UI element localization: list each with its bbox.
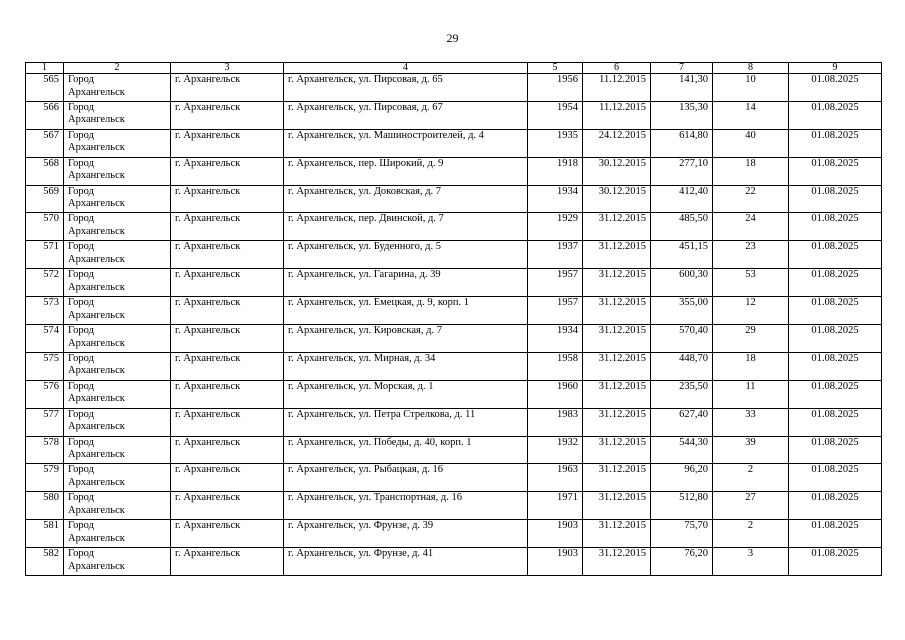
- municipality-line: Архангельск: [68, 449, 125, 461]
- municipality-line: Город: [68, 269, 94, 281]
- column-number: 9: [789, 63, 882, 74]
- municipality-cell: [64, 74, 171, 102]
- column-number: 7: [651, 63, 713, 74]
- table-row: [26, 408, 882, 436]
- row-number-cell: 579: [26, 464, 64, 492]
- planned-date-cell: 01.08.2025: [789, 380, 882, 408]
- year-built-cell: 1960: [528, 380, 583, 408]
- municipality-cell: [64, 492, 171, 520]
- column-number: 1: [26, 63, 64, 74]
- area-cell: 512,80: [651, 492, 713, 520]
- row-number-cell: 580: [26, 492, 64, 520]
- municipality-cell: [64, 213, 171, 241]
- municipality-line: Город: [68, 101, 94, 113]
- year-built-cell: 1918: [528, 157, 583, 185]
- residents-count-cell: 18: [713, 157, 789, 185]
- residents-count-cell: 53: [713, 269, 789, 297]
- municipality-line: Архангельск: [68, 253, 125, 265]
- row-number-cell: 575: [26, 352, 64, 380]
- municipality-line: Город: [68, 436, 94, 448]
- municipality-line: Архангельск: [68, 476, 125, 488]
- municipality-line: Архангельск: [68, 86, 125, 98]
- municipality-line: Архангельск: [68, 337, 125, 349]
- table-row: [26, 101, 882, 129]
- recognition-date-cell: 31.12.2015: [583, 520, 651, 548]
- column-number: 2: [64, 63, 171, 74]
- table-row: [26, 492, 882, 520]
- year-built-cell: 1937: [528, 241, 583, 269]
- municipality-cell: [64, 241, 171, 269]
- address-cell: г. Архангельск, ул. Фрунзе, д. 39: [284, 520, 528, 548]
- planned-date-cell: 01.08.2025: [789, 352, 882, 380]
- planned-date-cell: 01.08.2025: [789, 213, 882, 241]
- address-cell: г. Архангельск, ул. Емецкая, д. 9, корп. 1: [284, 297, 528, 325]
- municipality-line: Архангельск: [68, 421, 125, 433]
- municipality-line: Город: [68, 213, 94, 225]
- area-cell: 75,70: [651, 520, 713, 548]
- address-cell: г. Архангельск, ул. Рыбацкая, д. 16: [284, 464, 528, 492]
- recognition-date-cell: 31.12.2015: [583, 269, 651, 297]
- table-row: [26, 74, 882, 102]
- address-cell: г. Архангельск, ул. Кировская, д. 7: [284, 325, 528, 353]
- municipality-line: Город: [68, 548, 94, 560]
- planned-date-cell: 01.08.2025: [789, 492, 882, 520]
- row-number-cell: 568: [26, 157, 64, 185]
- residents-count-cell: 14: [713, 101, 789, 129]
- row-number-cell: 574: [26, 325, 64, 353]
- address-cell: г. Архангельск, пер. Двинской, д. 7: [284, 213, 528, 241]
- recognition-date-cell: 24.12.2015: [583, 129, 651, 157]
- table-row: [26, 157, 882, 185]
- year-built-cell: 1935: [528, 129, 583, 157]
- municipality-line: Архангельск: [68, 309, 125, 321]
- row-number-cell: 566: [26, 101, 64, 129]
- locality-cell: г. Архангельск: [171, 380, 284, 408]
- residents-count-cell: 24: [713, 213, 789, 241]
- column-number: 5: [528, 63, 583, 74]
- address-cell: г. Архангельск, пер. Широкий, д. 9: [284, 157, 528, 185]
- locality-cell: г. Архангельск: [171, 325, 284, 353]
- locality-cell: г. Архангельск: [171, 213, 284, 241]
- municipality-cell: [64, 436, 171, 464]
- residents-count-cell: 12: [713, 297, 789, 325]
- municipality-line: Город: [68, 492, 94, 504]
- municipality-line: Архангельск: [68, 198, 125, 210]
- residents-count-cell: 39: [713, 436, 789, 464]
- planned-date-cell: 01.08.2025: [789, 185, 882, 213]
- planned-date-cell: 01.08.2025: [789, 269, 882, 297]
- table-row: [26, 297, 882, 325]
- planned-date-cell: 01.08.2025: [789, 436, 882, 464]
- recognition-date-cell: 31.12.2015: [583, 436, 651, 464]
- recognition-date-cell: 30.12.2015: [583, 157, 651, 185]
- municipality-cell: [64, 269, 171, 297]
- municipality-line: Архангельск: [68, 281, 125, 293]
- residents-count-cell: 3: [713, 548, 789, 576]
- year-built-cell: 1929: [528, 213, 583, 241]
- area-cell: 485,50: [651, 213, 713, 241]
- municipality-line: Город: [68, 241, 94, 253]
- table-body: [26, 74, 882, 576]
- planned-date-cell: 01.08.2025: [789, 157, 882, 185]
- locality-cell: г. Архангельск: [171, 520, 284, 548]
- municipality-cell: [64, 408, 171, 436]
- locality-cell: г. Архангельск: [171, 548, 284, 576]
- locality-cell: г. Архангельск: [171, 101, 284, 129]
- address-cell: г. Архангельск, ул. Победы, д. 40, корп. 1: [284, 436, 528, 464]
- page-number: 29: [446, 31, 459, 45]
- table-row: [26, 380, 882, 408]
- planned-date-cell: 01.08.2025: [789, 129, 882, 157]
- residents-count-cell: 29: [713, 325, 789, 353]
- column-number: 3: [171, 63, 284, 74]
- municipality-line: Архангельск: [68, 170, 125, 182]
- municipality-line: Город: [68, 325, 94, 337]
- locality-cell: г. Архангельск: [171, 241, 284, 269]
- planned-date-cell: 01.08.2025: [789, 408, 882, 436]
- municipality-line: Архангельск: [68, 393, 125, 405]
- table-row: [26, 269, 882, 297]
- residents-count-cell: 40: [713, 129, 789, 157]
- recognition-date-cell: 11.12.2015: [583, 74, 651, 102]
- municipality-line: Город: [68, 520, 94, 532]
- area-cell: 277,10: [651, 157, 713, 185]
- housing-register-table: [25, 62, 882, 576]
- residents-count-cell: 27: [713, 492, 789, 520]
- planned-date-cell: 01.08.2025: [789, 241, 882, 269]
- municipality-cell: [64, 325, 171, 353]
- area-cell: 96,20: [651, 464, 713, 492]
- planned-date-cell: 01.08.2025: [789, 464, 882, 492]
- locality-cell: г. Архангельск: [171, 157, 284, 185]
- row-number-cell: 582: [26, 548, 64, 576]
- recognition-date-cell: 31.12.2015: [583, 408, 651, 436]
- year-built-cell: 1983: [528, 408, 583, 436]
- municipality-line: Город: [68, 380, 94, 392]
- planned-date-cell: 01.08.2025: [789, 520, 882, 548]
- municipality-cell: [64, 548, 171, 576]
- locality-cell: г. Архангельск: [171, 352, 284, 380]
- row-number-cell: 577: [26, 408, 64, 436]
- locality-cell: г. Архангельск: [171, 492, 284, 520]
- municipality-line: Город: [68, 129, 94, 141]
- recognition-date-cell: 31.12.2015: [583, 297, 651, 325]
- area-cell: 627,40: [651, 408, 713, 436]
- row-number-cell: 567: [26, 129, 64, 157]
- column-number: 8: [713, 63, 789, 74]
- recognition-date-cell: 31.12.2015: [583, 380, 651, 408]
- municipality-line: Архангельск: [68, 142, 125, 154]
- municipality-line: Город: [68, 297, 94, 309]
- address-cell: г. Архангельск, ул. Пирсовая, д. 65: [284, 74, 528, 102]
- municipality-line: Город: [68, 157, 94, 169]
- municipality-cell: [64, 185, 171, 213]
- table-row: [26, 129, 882, 157]
- planned-date-cell: 01.08.2025: [789, 548, 882, 576]
- table-row: [26, 520, 882, 548]
- row-number-cell: 571: [26, 241, 64, 269]
- recognition-date-cell: 31.12.2015: [583, 352, 651, 380]
- municipality-cell: [64, 520, 171, 548]
- municipality-cell: [64, 157, 171, 185]
- municipality-line: Архангельск: [68, 560, 125, 572]
- year-built-cell: 1932: [528, 436, 583, 464]
- municipality-line: Город: [68, 74, 94, 85]
- area-cell: 141,30: [651, 74, 713, 102]
- table-row: [26, 213, 882, 241]
- municipality-cell: [64, 464, 171, 492]
- row-number-cell: 573: [26, 297, 64, 325]
- area-cell: 235,50: [651, 380, 713, 408]
- address-cell: г. Архангельск, ул. Петра Стрелкова, д. 11: [284, 408, 528, 436]
- locality-cell: г. Архангельск: [171, 436, 284, 464]
- municipality-cell: [64, 297, 171, 325]
- recognition-date-cell: 30.12.2015: [583, 185, 651, 213]
- area-cell: 451,15: [651, 241, 713, 269]
- table-row: [26, 436, 882, 464]
- address-cell: г. Архангельск, ул. Пирсовая, д. 67: [284, 101, 528, 129]
- table-row: [26, 548, 882, 576]
- locality-cell: г. Архангельск: [171, 129, 284, 157]
- planned-date-cell: 01.08.2025: [789, 74, 882, 102]
- municipality-line: Город: [68, 464, 94, 476]
- area-cell: 570,40: [651, 325, 713, 353]
- table-row: [26, 352, 882, 380]
- residents-count-cell: 22: [713, 185, 789, 213]
- table-row: [26, 325, 882, 353]
- locality-cell: г. Архангельск: [171, 464, 284, 492]
- row-number-cell: 578: [26, 436, 64, 464]
- recognition-date-cell: 31.12.2015: [583, 492, 651, 520]
- area-cell: 600,30: [651, 269, 713, 297]
- row-number-cell: 581: [26, 520, 64, 548]
- table-row: [26, 185, 882, 213]
- recognition-date-cell: 31.12.2015: [583, 548, 651, 576]
- municipality-cell: [64, 129, 171, 157]
- area-cell: 355,00: [651, 297, 713, 325]
- address-cell: г. Архангельск, ул. Машиностроителей, д. 4: [284, 129, 528, 157]
- column-number-row: [26, 63, 882, 74]
- municipality-line: Город: [68, 408, 94, 420]
- recognition-date-cell: 31.12.2015: [583, 325, 651, 353]
- recognition-date-cell: 31.12.2015: [583, 213, 651, 241]
- municipality-line: Город: [68, 185, 94, 197]
- row-number-cell: 565: [26, 74, 64, 102]
- year-built-cell: 1958: [528, 352, 583, 380]
- residents-count-cell: 11: [713, 380, 789, 408]
- municipality-cell: [64, 352, 171, 380]
- planned-date-cell: 01.08.2025: [789, 325, 882, 353]
- municipality-line: Архангельск: [68, 365, 125, 377]
- residents-count-cell: 10: [713, 74, 789, 102]
- address-cell: г. Архангельск, ул. Морская, д. 1: [284, 380, 528, 408]
- residents-count-cell: 18: [713, 352, 789, 380]
- municipality-line: Архангельск: [68, 114, 125, 126]
- municipality-line: Архангельск: [68, 225, 125, 237]
- locality-cell: г. Архангельск: [171, 185, 284, 213]
- address-cell: г. Архангельск, ул. Фрунзе, д. 41: [284, 548, 528, 576]
- recognition-date-cell: 31.12.2015: [583, 241, 651, 269]
- residents-count-cell: 2: [713, 520, 789, 548]
- year-built-cell: 1957: [528, 297, 583, 325]
- locality-cell: г. Архангельск: [171, 74, 284, 102]
- planned-date-cell: 01.08.2025: [789, 297, 882, 325]
- table-row: [26, 241, 882, 269]
- municipality-line: Архангельск: [68, 532, 125, 544]
- row-number-cell: 572: [26, 269, 64, 297]
- municipality-cell: [64, 380, 171, 408]
- address-cell: г. Архангельск, ул. Транспортная, д. 16: [284, 492, 528, 520]
- locality-cell: г. Архангельск: [171, 297, 284, 325]
- address-cell: г. Архангельск, ул. Гагарина, д. 39: [284, 269, 528, 297]
- row-number-cell: 569: [26, 185, 64, 213]
- year-built-cell: 1963: [528, 464, 583, 492]
- area-cell: 135,30: [651, 101, 713, 129]
- municipality-cell: [64, 101, 171, 129]
- column-number: 6: [583, 63, 651, 74]
- area-cell: 448,70: [651, 352, 713, 380]
- area-cell: 76,20: [651, 548, 713, 576]
- address-cell: г. Архангельск, ул. Доковская, д. 7: [284, 185, 528, 213]
- planned-date-cell: 01.08.2025: [789, 101, 882, 129]
- locality-cell: г. Архангельск: [171, 408, 284, 436]
- municipality-line: Город: [68, 352, 94, 364]
- municipality-line: Архангельск: [68, 504, 125, 516]
- area-cell: 614,80: [651, 129, 713, 157]
- year-built-cell: 1971: [528, 492, 583, 520]
- row-number-cell: 576: [26, 380, 64, 408]
- address-cell: г. Архангельск, ул. Буденного, д. 5: [284, 241, 528, 269]
- residents-count-cell: 2: [713, 464, 789, 492]
- locality-cell: г. Архангельск: [171, 269, 284, 297]
- row-number-cell: 570: [26, 213, 64, 241]
- year-built-cell: 1956: [528, 74, 583, 102]
- residents-count-cell: 33: [713, 408, 789, 436]
- year-built-cell: 1934: [528, 325, 583, 353]
- area-cell: 544,30: [651, 436, 713, 464]
- column-number: 4: [284, 63, 528, 74]
- year-built-cell: 1903: [528, 520, 583, 548]
- year-built-cell: 1934: [528, 185, 583, 213]
- recognition-date-cell: 31.12.2015: [583, 464, 651, 492]
- year-built-cell: 1903: [528, 548, 583, 576]
- year-built-cell: 1954: [528, 101, 583, 129]
- year-built-cell: 1957: [528, 269, 583, 297]
- recognition-date-cell: 11.12.2015: [583, 101, 651, 129]
- table-row: [26, 464, 882, 492]
- residents-count-cell: 23: [713, 241, 789, 269]
- area-cell: 412,40: [651, 185, 713, 213]
- address-cell: г. Архангельск, ул. Мирная, д. 34: [284, 352, 528, 380]
